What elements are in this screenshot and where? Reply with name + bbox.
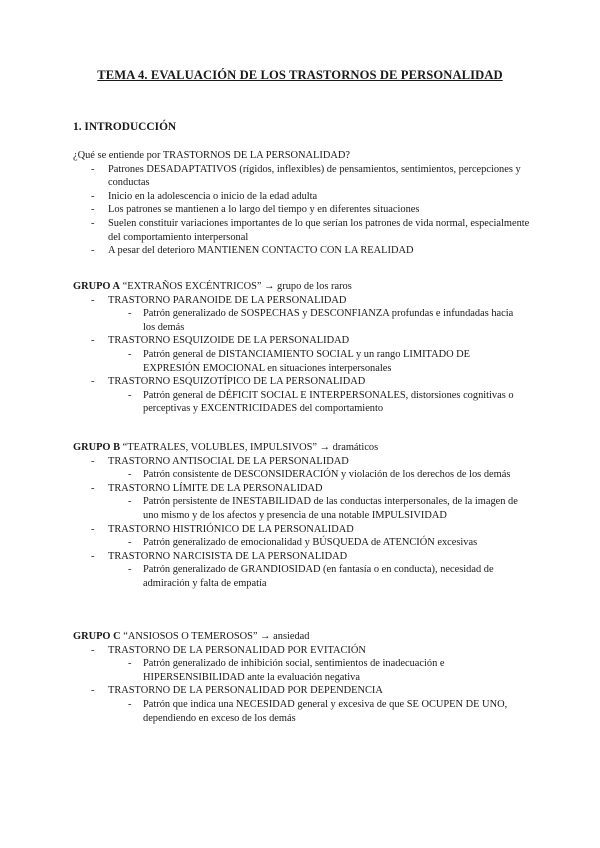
group-heading <box>0 441 600 455</box>
dash-marker: - <box>128 469 132 481</box>
intro-bullet <box>0 203 600 217</box>
disorder-detail <box>0 563 600 590</box>
disorder-item <box>0 294 600 308</box>
dash-marker: - <box>91 204 95 216</box>
disorder-name: TRASTORNO ESQUIZOTÍPICO DE LA PERSONALIDAD <box>108 376 366 388</box>
disorder-item <box>0 550 600 564</box>
disorder-detail <box>0 348 600 375</box>
intro-bullet-text: A pesar del deterioro MANTIENEN CONTACTO CON LA REALIDAD <box>108 245 414 257</box>
dash-marker: - <box>128 564 132 576</box>
dash-marker: - <box>91 163 95 175</box>
disorder-detail <box>0 536 600 550</box>
disorder-detail-text: Patrón generalizado de SOSPECHAS y DESCONFIANZA profundas e infundadas hacia los demás <box>143 308 514 333</box>
disorder-detail-text: Patrón general de DISTANCIAMIENTO SOCIAL y un rango LIMITADO DE EXPRESIÓN EMOCIONAL en situaciones interpersonales <box>143 348 471 374</box>
disorder-item <box>0 455 600 469</box>
document-title: TEMA 4. EVALUACIÓN DE LOS TRASTORNOS DE PERSONALIDAD <box>97 68 503 82</box>
disorder-name: TRASTORNO ANTISOCIAL DE LA PERSONALIDAD <box>108 455 349 467</box>
dash-marker: - <box>91 245 95 257</box>
dash-marker: - <box>91 523 95 535</box>
dash-marker: - <box>91 294 95 306</box>
dash-marker: - <box>91 482 95 494</box>
disorder-name: TRASTORNO LÍMITE DE LA PERSONALIDAD <box>108 482 323 494</box>
group-description: “EXTRAÑOS EXCÉNTRICOS” → grupo de los raros <box>120 281 352 292</box>
disorder-detail-text: Patrón generalizado de emocionalidad y BÚSQUEDA de ATENCIÓN excesivas <box>143 537 478 549</box>
disorder-name: TRASTORNO PARANOIDE DE LA PERSONALIDAD <box>108 294 347 306</box>
dash-marker: - <box>91 685 95 697</box>
intro-bullet-text: Inicio en la adolescencia o inicio de la edad adulta <box>108 190 318 202</box>
disorder-detail <box>0 468 600 482</box>
disorder-name: TRASTORNO DE LA PERSONALIDAD POR DEPENDENCIA <box>108 685 383 697</box>
intro-bullet-text: Suelen constituir variaciones importantes de lo que serían los patrones de vida normal, especialmente del comportamiento interpersonal <box>108 217 530 243</box>
disorder-name: TRASTORNO DE LA PERSONALIDAD POR EVITACIÓN <box>108 644 366 656</box>
group-heading <box>0 280 600 294</box>
disorder-detail <box>0 389 600 416</box>
dash-marker: - <box>91 217 95 229</box>
disorder-item <box>0 482 600 496</box>
group-b-section <box>0 441 600 591</box>
disorder-detail-text: Patrón generalizado de GRANDIOSIDAD (en fantasía o en conducta), necesidad de admiración y falta de empatía <box>143 564 494 589</box>
dash-marker: - <box>91 376 95 388</box>
group-description: “ANSIOSOS O TEMEROSOS” → ansiedad <box>120 631 310 642</box>
disorder-detail <box>0 307 600 334</box>
dash-marker: - <box>128 698 132 710</box>
disorder-item <box>0 644 600 658</box>
intro-bullet-text: Los patrones se mantienen a lo largo del tiempo y en diferentes situaciones <box>108 204 420 216</box>
group-description: “TEATRALES, VOLUBLES, IMPULSIVOS” → dramáticos <box>120 442 379 453</box>
intro-section <box>0 149 600 258</box>
disorder-detail-text: Patrón que indica una NECESIDAD general y excesiva de que SE OCUPEN DE UNO, dependiendo en exceso de los demás <box>143 698 508 724</box>
group-heading <box>0 630 600 644</box>
disorder-detail-text: Patrón general de DÉFICIT SOCIAL E INTERPERSONALES, distorsiones cognitivas o perceptivas y EXCENTRICIDADES del comportamiento <box>143 389 514 415</box>
disorder-item <box>0 684 600 698</box>
section-heading: 1. INTRODUCCIÓN <box>73 121 177 133</box>
dash-marker: - <box>91 455 95 467</box>
disorder-detail <box>0 698 600 725</box>
disorder-item <box>0 334 600 348</box>
disorder-name: TRASTORNO ESQUIZOIDE DE LA PERSONALIDAD <box>108 335 350 347</box>
dash-marker: - <box>128 389 132 401</box>
group-a-section <box>0 280 600 416</box>
group-label: GRUPO B <box>73 442 121 453</box>
group-label: GRUPO A <box>73 281 121 292</box>
group-label: GRUPO C <box>73 631 121 642</box>
dash-marker: - <box>91 190 95 202</box>
dash-marker: - <box>91 335 95 347</box>
disorder-item <box>0 375 600 389</box>
intro-bullet <box>0 163 600 190</box>
intro-question: ¿Qué se entiende por TRASTORNOS DE LA PERSONALIDAD? <box>73 150 350 161</box>
intro-bullet-text: Patrones DESADAPTATIVOS (rígidos, inflexibles) de pensamientos, sentimientos, percepciones y conductas <box>108 163 521 189</box>
disorder-detail <box>0 495 600 522</box>
dash-marker: - <box>128 658 132 670</box>
intro-bullet <box>0 217 600 244</box>
disorder-name: TRASTORNO HISTRIÓNICO DE LA PERSONALIDAD <box>108 523 354 535</box>
disorder-detail-text: Patrón consistente de DESCONSIDERACIÓN y violación de los derechos de los demás <box>143 469 511 481</box>
dash-marker: - <box>91 644 95 656</box>
intro-bullet <box>0 190 600 204</box>
dash-marker: - <box>128 537 132 549</box>
group-c-section <box>0 630 600 725</box>
dash-marker: - <box>128 308 132 320</box>
dash-marker: - <box>91 550 95 562</box>
dash-marker: - <box>128 496 132 508</box>
disorder-detail <box>0 657 600 684</box>
disorder-item <box>0 523 600 537</box>
intro-bullet <box>0 244 600 258</box>
disorder-detail-text: Patrón generalizado de inhibición social, sentimientos de inadecuación e HIPERSENSIBILIDAD ante la evaluación negativa <box>143 658 445 683</box>
disorder-detail-text: Patrón persistente de INESTABILIDAD de las conductas interpersonales, de la imagen de uno mismo y de los afectos y presencia de una notable IMPULSIVIDAD <box>143 496 518 521</box>
dash-marker: - <box>128 348 132 360</box>
disorder-name: TRASTORNO NARCISISTA DE LA PERSONALIDAD <box>108 550 348 562</box>
